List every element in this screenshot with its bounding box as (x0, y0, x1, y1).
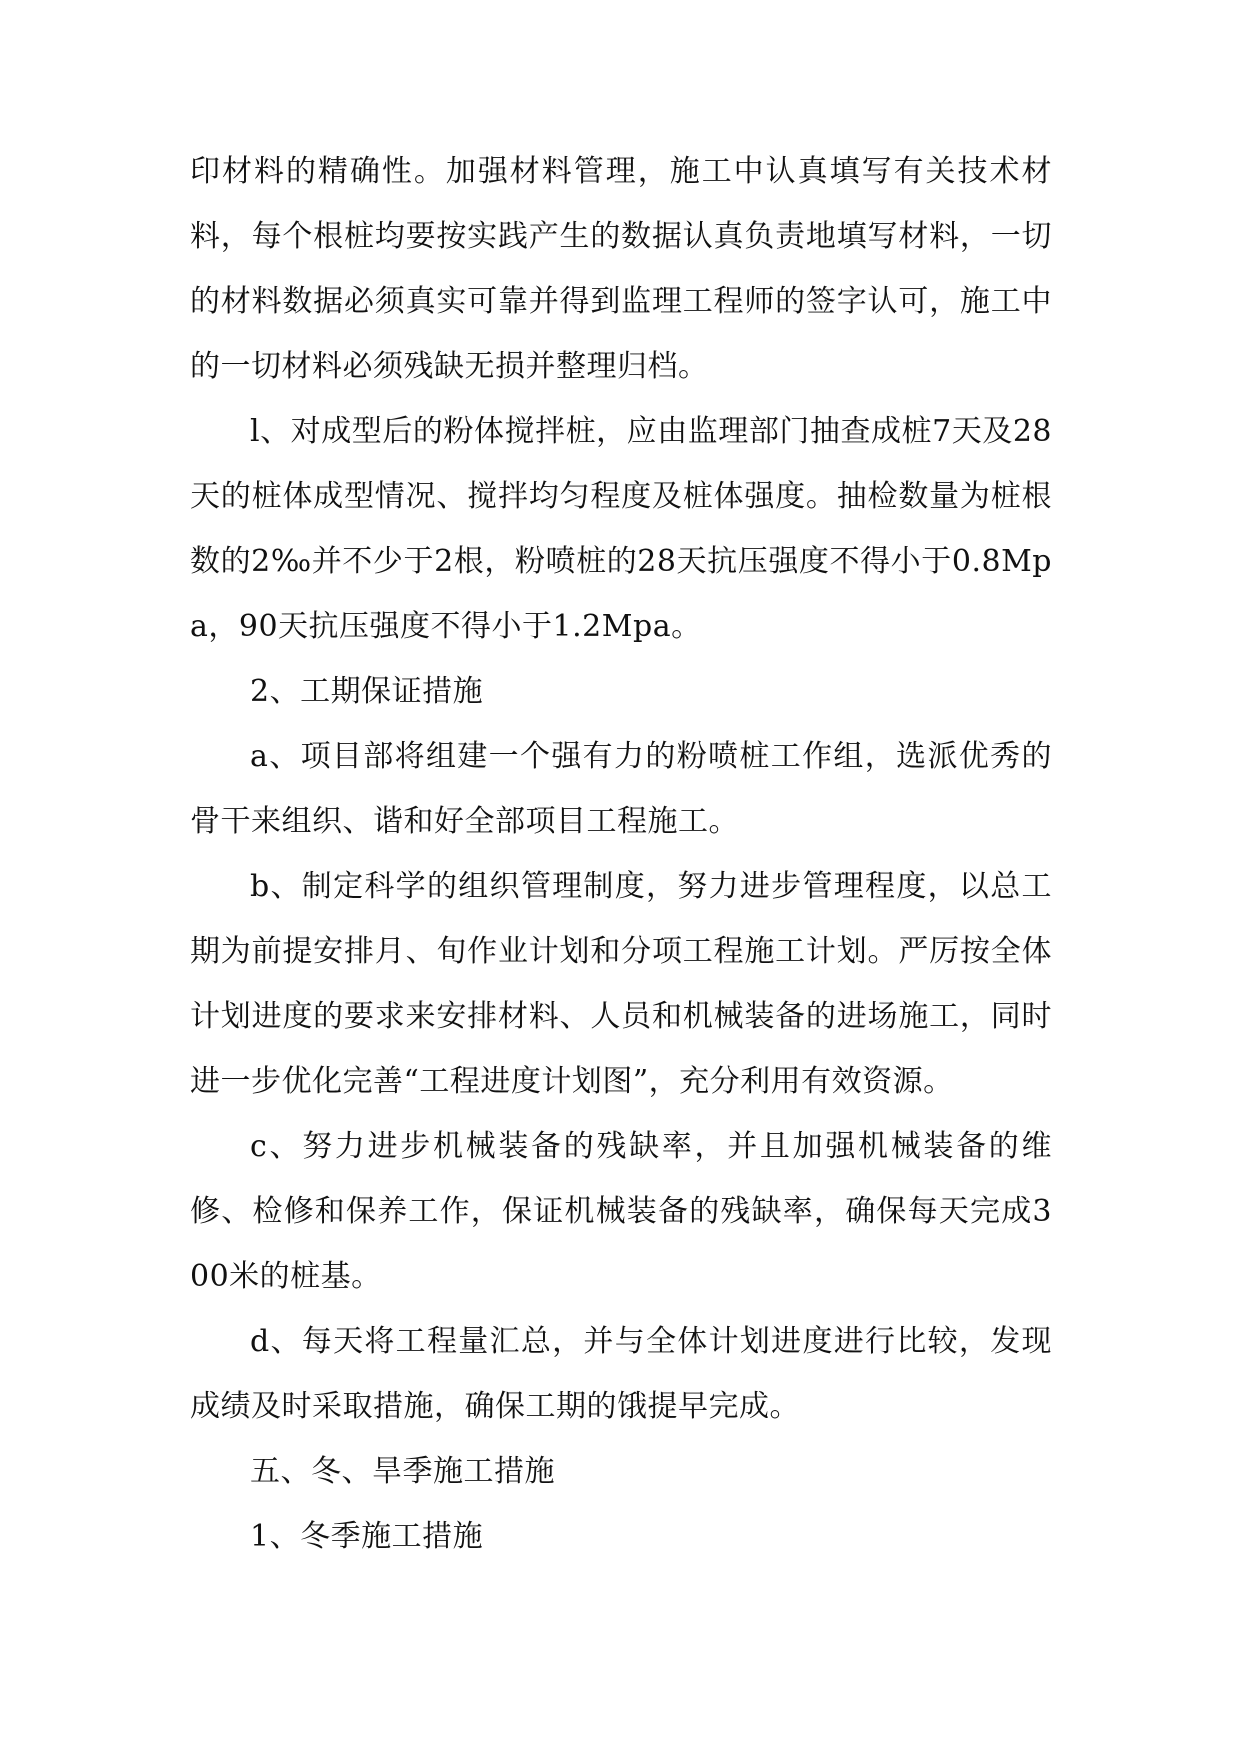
paragraph-item-b: b、制定科学的组织管理制度，努力进步管理程度，以总工期为前提安排月、旬作业计划和分项工程施工计划。严厉按全体计划进度的要求来安排材料、人员和机械装备的进场施工，同时进一步优化完善“工程进度计划图”，充分利用有效资源。 (190, 869, 1052, 1099)
paragraph-item-d: d、每天将工程量汇总，并与全体计划进度进行比较，发现成绩及时采取措施，确保工期的饿提早完成。 (190, 1324, 1052, 1424)
paragraph-item-a: a、项目部将组建一个强有力的粉喷桩工作组，选派优秀的骨干来组织、谐和好全部项目工程施工。 (190, 739, 1052, 839)
heading-schedule-measures: 2、工期保证措施 (250, 674, 484, 709)
heading-winter-measures: 1、冬季施工措施 (250, 1519, 484, 1554)
document-body (190, 139, 1052, 1569)
paragraph-pile-inspection: l、对成型后的粉体搅拌桩，应由监理部门抽查成桩7天及28天的桩体成型情况、搅拌均匀程度及桩体强度。抽检数量为桩根数的2‰并不少于2根，粉喷桩的28天抗压强度不得小于0.8Mpa，90天抗压强度不得小于1.2Mpa。 (190, 414, 1052, 644)
heading-section-five: 五、冬、旱季施工措施 (250, 1454, 555, 1489)
paragraph-item-c: c、努力进步机械装备的残缺率，并且加强机械装备的维修、检修和保养工作，保证机械装备的残缺率，确保每天完成300米的桩基。 (190, 1129, 1052, 1294)
paragraph-materials-continued: 印材料的精确性。加强材料管理，施工中认真填写有关技术材料，每个根桩均要按实践产生的数据认真负责地填写材料，一切的材料数据必须真实可靠并得到监理工程师的签字认可，施工中的一切材料必须残缺无损并整理归档。 (190, 154, 1052, 384)
